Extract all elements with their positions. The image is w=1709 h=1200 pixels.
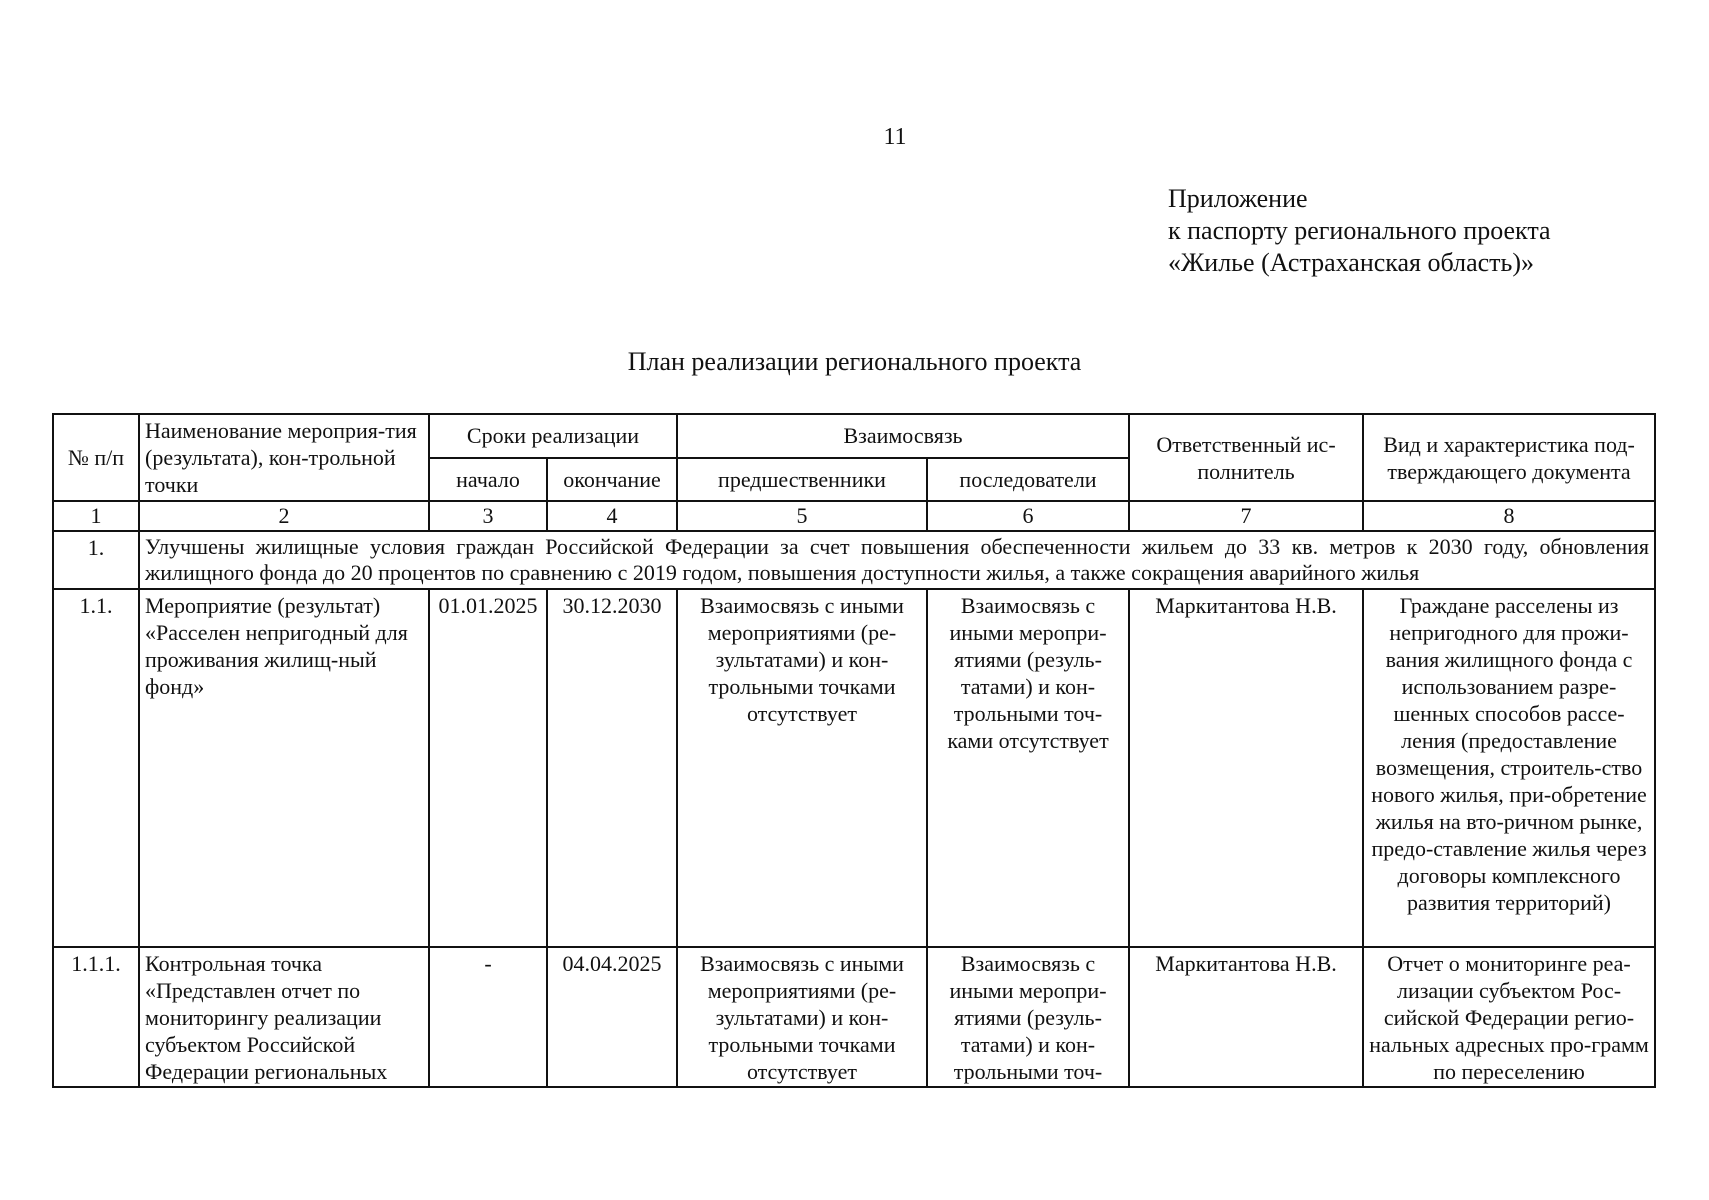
appendix-line-1: Приложение — [1168, 184, 1308, 213]
row-predecessors — [677, 947, 927, 1087]
row-end — [547, 947, 677, 1087]
column-number: 1 — [53, 501, 139, 531]
header-relation: Взаимосвязь — [677, 414, 1129, 458]
column-number: 6 — [927, 501, 1129, 531]
column-number: 5 — [677, 501, 927, 531]
table-row — [53, 947, 1655, 1087]
column-number: 3 — [429, 501, 547, 531]
row-num — [53, 947, 139, 1087]
row-end: 30.12.2030 — [547, 589, 677, 947]
row-num: 1.1. — [53, 589, 139, 947]
page-number: 11 — [883, 124, 907, 150]
header-document: Вид и характеристика под-тверждающего документа — [1363, 414, 1655, 501]
row-start — [429, 947, 547, 1087]
column-number-row — [53, 501, 1655, 531]
header-num: № п/п — [53, 414, 139, 501]
row-document — [1363, 947, 1655, 1087]
row-start: 01.01.2025 — [429, 589, 547, 947]
row-successors-text: Взаимосвязь с иными меропри-ятиями (резуль-татами) и кон-трольными точ- — [949, 951, 1107, 1084]
row-responsible: Маркитантова Н.В. — [1129, 589, 1363, 947]
row-document-text: Отчет о мониторинге реа-лизации субъектом Рос-сийской Федерации регио-нальных адресных про-грамм по переселению — [1369, 951, 1649, 1084]
row-document: Граждане расселены из непригодного для прожи-вания жилищного фонда с использованием разре-шенных способов рассе-ления (предоставление возмещения, строитель-ство нового жилья, при-обретение жилья на вто-ричном рынке, предо-ставление жилья через договоры комплексного развития территорий) — [1363, 589, 1655, 947]
row-name-text: Контрольная точка «Представлен отчет по мониторингу реализации субъектом Российской Федерации региональных — [145, 951, 388, 1084]
plan-table — [52, 413, 1656, 1088]
section-text: Улучшены жилищные условия граждан Российской Федерации за счет повышения обеспеченности жильем до 33 кв. метров к 2030 году, обновления жилищного фонда до 20 процентов по сравнению с 2019 годом, повышения доступности жилья, а также сокращения аварийного жилья — [139, 531, 1655, 589]
row-predecessors: Взаимосвязь с иными мероприятиями (ре-зультатами) и кон-трольными точками отсутствует — [677, 589, 927, 947]
row-num-text: 1.1.1. — [71, 951, 121, 976]
column-number: 7 — [1129, 501, 1363, 531]
header-successors: последователи — [927, 458, 1129, 502]
row-successors — [927, 947, 1129, 1087]
row-successors: Взаимосвязь с иными меропри-ятиями (резуль-татами) и кон-трольными точ-ками отсутствует — [927, 589, 1129, 947]
header-predecessors: предшественники — [677, 458, 927, 502]
appendix-line-3: «Жилье (Астраханская область)» — [1168, 248, 1535, 277]
plan-title: План реализации регионального проекта — [627, 347, 1082, 376]
header-terms: Сроки реализации — [429, 414, 677, 458]
header-end: окончание — [547, 458, 677, 502]
row-responsible — [1129, 947, 1363, 1087]
section-row — [53, 531, 1655, 589]
table-row — [53, 589, 1655, 947]
row-end-text: 04.04.2025 — [562, 951, 662, 976]
appendix-line-2: к паспорту регионального проекта — [1168, 216, 1551, 245]
header-name: Наименование мероприя-тия (результата), кон-трольной точки — [139, 414, 429, 501]
column-number: 2 — [139, 501, 429, 531]
row-predecessors-text: Взаимосвязь с иными мероприятиями (ре-зультатами) и кон-трольными точками отсутствует — [700, 951, 904, 1084]
appendix-header — [1168, 183, 1551, 279]
row-name — [139, 947, 429, 1087]
column-number: 4 — [547, 501, 677, 531]
row-start-text: - — [484, 951, 492, 976]
column-number: 8 — [1363, 501, 1655, 531]
header-row-top — [53, 414, 1655, 458]
section-num: 1. — [53, 531, 139, 589]
header-responsible: Ответственный ис-полнитель — [1129, 414, 1363, 501]
row-name: Мероприятие (результат) «Расселен непригодный для проживания жилищ-ный фонд» — [139, 589, 429, 947]
header-start: начало — [429, 458, 547, 502]
row-responsible-text: Маркитантова Н.В. — [1155, 951, 1337, 976]
